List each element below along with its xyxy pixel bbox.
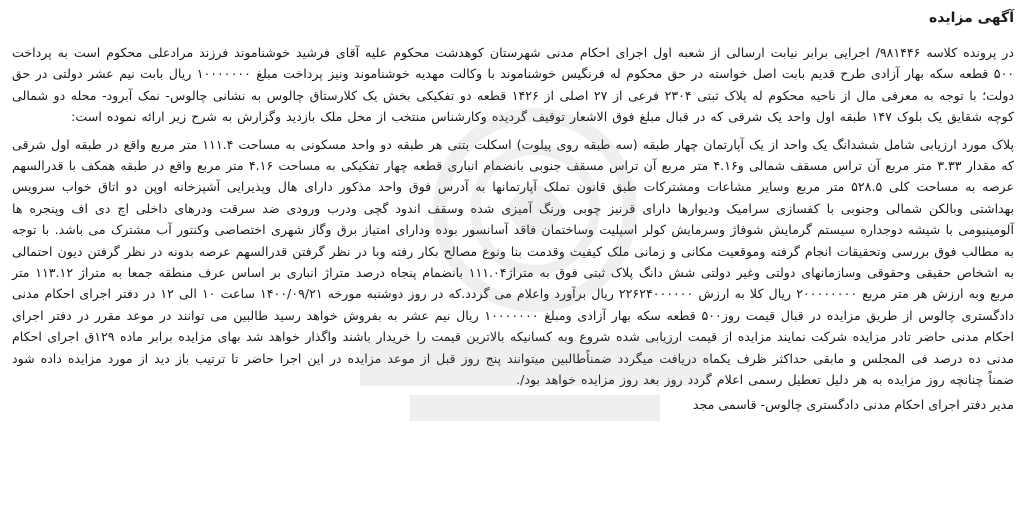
signature-line: مدیر دفتر اجرای احکام مدنی دادگستری چالوس- قاسمی مجد [692,396,1014,412]
paragraph-case-summary: در پرونده کلاسه ۹۸۱۴۴۶/ اجرایی برابر نیابت ارسالی از شعبه اول اجرای احکام مدنی شهرستان کوهدشت محکوم علیه آقای فرشید خوشناموند فرزند مرادعلی محکوم است به پرداخت ۵۰۰ قطعه سکه بهار آزادی طرح قدیم بابت اصل خواسته در حق محکوم له فرنگیس خوشناموند با وکالت مهدیه خوشناموند ونیز پرداخت مبلغ ۱۰۰۰۰۰۰۰ ریال بابت نیم عشر دولتی در حق دولت؛ با توجه به معرفی مال از ناحیه محکوم له پلاک ثبتی ۲۳۰۴ فرعی از ۲۷ اصلی از ۱۴۲۶ قطعه دو تفکیکی بخش یک کلارستاق چالوس به نشانی چالوس- نمک آبرود- محله دو شمالی کوچه شقایق یک بلوک ۱۴۷ طبقه اول واحد یک شرقی که در قبال مبلغ فوق الاشعار توقیف گردیده وکارشناس منتخب از محل ملک بازدید وگزارش به شرح زیر ارائه نموده است: [12,45,1015,125]
paragraph-property-description: پلاک مورد ارزیابی شامل ششدانگ یک واحد از یک آپارتمان چهار طبقه (سه طبقه روی پیلوت) اسکلت بتنی هر طبقه دو واحد مسکونی به مساحت ۱۱۱.۴ متر مربع واقع در طبقه اول شرقی که مقدار ۳.۳۳ متر مربع آن تراس مسقف شمالی و۴.۱۶ متر مربع آن تراس مسقف جنوبی بانضمام انباری قطعه چهار تفکیکی به مساحت ۴.۱۶ متر مربع واقع در طبقه همکف با قدرالسهم عرصه به مساحت کلی ۵۲۸.۵ متر مربع وسایر مشاعات ومشترکات طبق قانون تملک آپارتمانها به آدرس فوق واحد مذکور دارای هال وپذیرایی آشپزخانه اوپن دو اتاق خواب سرویس بهداشتی وبالکن شمالی وجنوبی با کفسازی سرامیک ودیوارها دارای قرنیز چوبی ورنگ آمیزی شده وسقف اندود گچی ودرب ورودی ضد سرقت ودرهای داخلی اچ دی اف وپنجره ها آلومینیومی با شیشه دوجداره سیستم گرمایش شوفاژ وسرمایش کولر اسپلیت وساختمان فاقد آسانسور بوده ودارای امتیاز برق وگاز شهری اختصاصی وکنتور آب مشترک می باشد. با توجه به مطالب فوق بررسی وتحقیقات انجام گرفته وموقعیت مکانی و زمانی ملک کیفیت وقدمت بنا ونوع مصالح بکار رفته وبا در نظر گرفتن قدرالسهم عرصه بدونه در نظر گرفتن دیون احتمالی به اشخاص حقیقی وحقوقی وسازمانهای دولتی وغیر دولتی شش دانگ پلاک ثبتی فوق به متراژ۱۱۱.۰۴ بانضمام پنجاه درصد متراژ انباری بر اساس عرف منطقه جمعا به متراژ ۱۱۳.۱۲ متر مربع وبه ارزش هر متر مربع ۲۰۰۰۰۰۰۰۰ ریال کلا به ارزش ۲۲۶۲۴۰۰۰۰۰۰ ریال برآورد واعلام می گردد.که در روز دوشنبه مورخه ۱۴۰۰/۰۹/۲۱ ساعت ۱۰ الی ۱۲ در دفتر اجرای احکام مدنی دادگستری چالوس از طریق مزایده در قبال قیمت روز۵۰۰ قطعه سکه بهار آزادی ومبلغ ۱۰۰۰۰۰۰۰ ریال نیم عشر به بفروش خواهد رسید طالبین می توانند در موعد مقرر در دفتر اجرای احکام مدنی حاضر تادر مزایده شرکت نمایند مزایده از قیمت ارزیابی شده شروع وبه کسانیکه بالاترین قیمت را خریدار باشند واگذار خواهد شد بهای مزایده برابر ماده ۱۲۹ق اجرای احکام مدنی ده درصد فی المجلس و مابقی حداکثر ظرف یکماه دریافت میگردد ضمناًطالبین میتوانند پنج روز قبل از موعد مزایده در این اجرا حاضر تا ترتیب باز دید از مورد مزایده داده شود ضمناً چنانچه روز مزایده به هر دلیل تعطیل رسمی اعلام گردد روز بعد روز مزایده خواهد بود/. [12,136,1015,388]
document-title: آگهی مزایده [928,10,1014,26]
